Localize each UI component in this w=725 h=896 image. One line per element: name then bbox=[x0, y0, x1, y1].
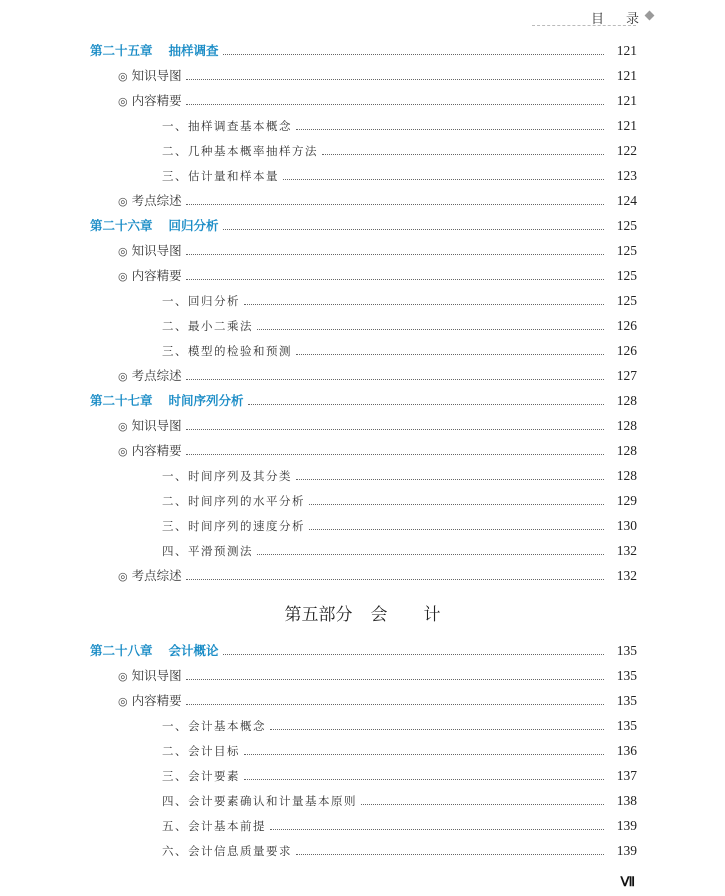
toc-subsection-entry[interactable] bbox=[162, 462, 637, 484]
page-number: 125 bbox=[616, 268, 637, 283]
toc-entry-label bbox=[118, 191, 182, 209]
page-number: 124 bbox=[616, 193, 637, 208]
part-title-char2: 计 bbox=[423, 605, 441, 625]
subsection-title: 二、时间序列的水平分析 bbox=[162, 494, 305, 508]
toc-entry-label bbox=[90, 641, 219, 659]
toc-subsection-entry[interactable] bbox=[162, 787, 637, 809]
subsection-title: 四、会计要素确认和计量基本原则 bbox=[162, 794, 357, 808]
toc-entry-label bbox=[118, 241, 182, 259]
toc-entry-label bbox=[162, 768, 240, 784]
subsection-title: 二、会计目标 bbox=[162, 744, 240, 758]
dot-leader bbox=[309, 529, 604, 530]
page-number: 129 bbox=[616, 493, 637, 508]
page-number: 135 bbox=[616, 643, 637, 658]
toc-entry-label bbox=[162, 118, 292, 134]
bullet-circle-icon: ◎ bbox=[118, 420, 128, 433]
toc-subsection-entry[interactable] bbox=[162, 837, 637, 859]
dot-leader bbox=[296, 354, 604, 355]
dot-leader bbox=[186, 254, 604, 255]
subsection-title: 三、会计要素 bbox=[162, 769, 240, 783]
toc-section-entry[interactable] bbox=[118, 362, 637, 384]
toc-entry-label bbox=[162, 743, 240, 759]
bullet-circle-icon: ◎ bbox=[118, 695, 128, 708]
dot-leader bbox=[244, 304, 604, 305]
subsection-title: 三、估计量和样本量 bbox=[162, 169, 279, 183]
toc-subsection-entry[interactable] bbox=[162, 762, 637, 784]
page-number: 125 bbox=[616, 293, 637, 308]
toc-entry-label bbox=[118, 566, 182, 584]
header-rule bbox=[532, 25, 636, 26]
dot-leader bbox=[186, 704, 604, 705]
toc-entry-label bbox=[162, 318, 253, 334]
dot-leader bbox=[186, 79, 604, 80]
toc-entry-label bbox=[118, 366, 182, 384]
toc-subsection-entry[interactable] bbox=[162, 512, 637, 534]
toc-entry-label bbox=[162, 168, 279, 184]
page-number: 123 bbox=[616, 168, 637, 183]
section-title: 内容精要 bbox=[131, 268, 182, 283]
subsection-title: 一、会计基本概念 bbox=[162, 719, 266, 733]
toc-entry-label bbox=[162, 468, 292, 484]
page-number: 121 bbox=[616, 43, 637, 58]
section-title: 知识导图 bbox=[131, 243, 182, 258]
page-number: 128 bbox=[616, 418, 637, 433]
toc-entry-label bbox=[118, 416, 182, 434]
toc-entry-label bbox=[90, 391, 244, 409]
toc-entry-label bbox=[118, 691, 182, 709]
dot-leader bbox=[186, 379, 604, 380]
toc-entry-label bbox=[90, 41, 219, 59]
toc-entry-label bbox=[90, 216, 219, 234]
section-title: 内容精要 bbox=[131, 93, 182, 108]
subsection-title: 一、抽样调查基本概念 bbox=[162, 119, 292, 133]
page-number: 128 bbox=[616, 443, 637, 458]
toc-section-entry[interactable] bbox=[118, 237, 637, 259]
dot-leader bbox=[322, 154, 604, 155]
chapter-number: 第二十六章 bbox=[90, 218, 153, 233]
dot-leader bbox=[270, 829, 604, 830]
toc-entry-label bbox=[162, 518, 305, 534]
dot-leader bbox=[248, 404, 604, 405]
dot-leader bbox=[296, 479, 604, 480]
bullet-circle-icon: ◎ bbox=[118, 370, 128, 383]
subsection-title: 二、几种基本概率抽样方法 bbox=[162, 144, 318, 158]
dot-leader bbox=[186, 679, 604, 680]
part-title-char1: 会 bbox=[370, 605, 388, 625]
page-number: 125 bbox=[616, 243, 637, 258]
page-number: 127 bbox=[616, 368, 637, 383]
toc-section-entry[interactable] bbox=[118, 262, 637, 284]
dot-leader bbox=[296, 129, 604, 130]
toc-entry-label bbox=[162, 818, 266, 834]
toc-entry-label bbox=[118, 66, 182, 84]
chapter-title: 回归分析 bbox=[168, 218, 219, 233]
part-heading bbox=[0, 600, 725, 625]
toc-subsection-entry[interactable] bbox=[162, 137, 637, 159]
page-number: 128 bbox=[616, 468, 637, 483]
toc-section-entry[interactable] bbox=[118, 62, 637, 84]
bullet-circle-icon: ◎ bbox=[118, 270, 128, 283]
toc-chapter-entry[interactable] bbox=[90, 37, 637, 59]
dot-leader bbox=[186, 279, 604, 280]
page-number: 139 bbox=[616, 818, 637, 833]
toc-section-entry[interactable] bbox=[118, 662, 637, 684]
toc-entry-label bbox=[162, 543, 253, 559]
page-number: 138 bbox=[616, 793, 637, 808]
page-number: 126 bbox=[616, 343, 637, 358]
toc-entry-label bbox=[118, 666, 182, 684]
dot-leader bbox=[270, 729, 604, 730]
chapter-title: 会计概论 bbox=[168, 643, 219, 658]
bullet-circle-icon: ◎ bbox=[118, 570, 128, 583]
toc-section-entry[interactable] bbox=[118, 562, 637, 584]
dot-leader bbox=[223, 229, 604, 230]
bullet-circle-icon: ◎ bbox=[118, 70, 128, 83]
toc-entry-label bbox=[162, 493, 305, 509]
toc-section-entry[interactable] bbox=[118, 437, 637, 459]
page-number: 121 bbox=[616, 68, 637, 83]
page-folio: Ⅶ bbox=[620, 874, 635, 889]
subsection-title: 三、模型的检验和预测 bbox=[162, 344, 292, 358]
toc-subsection-entry[interactable] bbox=[162, 312, 637, 334]
section-title: 内容精要 bbox=[131, 443, 182, 458]
dot-leader bbox=[257, 329, 604, 330]
dot-leader bbox=[283, 179, 604, 180]
toc-chapter-entry[interactable] bbox=[90, 637, 637, 659]
page-number: 132 bbox=[616, 543, 637, 558]
section-title: 考点综述 bbox=[131, 368, 182, 383]
bullet-circle-icon: ◎ bbox=[118, 670, 128, 683]
dot-leader bbox=[257, 554, 604, 555]
page-number: 137 bbox=[616, 768, 637, 783]
dot-leader bbox=[186, 579, 604, 580]
chapter-number: 第二十五章 bbox=[90, 43, 153, 58]
toc-entry-label bbox=[162, 843, 292, 859]
dot-leader bbox=[296, 854, 604, 855]
page-number: 130 bbox=[616, 518, 637, 533]
toc-subsection-entry[interactable] bbox=[162, 112, 637, 134]
subsection-title: 五、会计基本前提 bbox=[162, 819, 266, 833]
toc-subsection-entry[interactable] bbox=[162, 812, 637, 834]
toc-section-entry[interactable] bbox=[118, 412, 637, 434]
toc-subsection-entry[interactable] bbox=[162, 162, 637, 184]
toc-entry-label bbox=[118, 91, 182, 109]
toc-subsection-entry[interactable] bbox=[162, 737, 637, 759]
dot-leader bbox=[309, 504, 604, 505]
toc-entry-label bbox=[162, 718, 266, 734]
page-number: 135 bbox=[616, 668, 637, 683]
dot-leader bbox=[186, 204, 604, 205]
chapter-title: 时间序列分析 bbox=[168, 393, 244, 408]
subsection-title: 三、时间序列的速度分析 bbox=[162, 519, 305, 533]
toc-chapter-entry[interactable] bbox=[90, 387, 637, 409]
subsection-title: 六、会计信息质量要求 bbox=[162, 844, 292, 858]
toc-entry-label bbox=[118, 441, 182, 459]
toc-subsection-entry[interactable] bbox=[162, 712, 637, 734]
bullet-circle-icon: ◎ bbox=[118, 245, 128, 258]
section-title: 知识导图 bbox=[131, 668, 182, 683]
page-number: 135 bbox=[616, 693, 637, 708]
section-title: 考点综述 bbox=[131, 568, 182, 583]
diamond-icon bbox=[645, 11, 655, 21]
section-title: 知识导图 bbox=[131, 68, 182, 83]
page-number: 128 bbox=[616, 393, 637, 408]
page-number: 135 bbox=[616, 718, 637, 733]
subsection-title: 一、回归分析 bbox=[162, 294, 240, 308]
subsection-title: 一、时间序列及其分类 bbox=[162, 469, 292, 483]
bullet-circle-icon: ◎ bbox=[118, 445, 128, 458]
toc-section-entry[interactable] bbox=[118, 187, 637, 209]
dot-leader bbox=[186, 429, 604, 430]
toc-subsection-entry[interactable] bbox=[162, 287, 637, 309]
dot-leader bbox=[186, 104, 604, 105]
header-title-char1: 目 bbox=[590, 12, 604, 27]
chapter-number: 第二十八章 bbox=[90, 643, 153, 658]
dot-leader bbox=[244, 779, 604, 780]
section-title: 内容精要 bbox=[131, 693, 182, 708]
dot-leader bbox=[361, 804, 604, 805]
toc-entry-label bbox=[162, 143, 318, 159]
toc-entry-label bbox=[162, 793, 357, 809]
toc-subsection-entry[interactable] bbox=[162, 337, 637, 359]
toc-entry-label bbox=[162, 293, 240, 309]
header-title-char2: 录 bbox=[625, 12, 639, 27]
toc-subsection-entry[interactable] bbox=[162, 487, 637, 509]
toc-entry-label bbox=[118, 266, 182, 284]
page-number: 126 bbox=[616, 318, 637, 333]
page-number: 125 bbox=[616, 218, 637, 233]
dot-leader bbox=[223, 54, 604, 55]
chapter-number: 第二十七章 bbox=[90, 393, 153, 408]
page-number: 121 bbox=[616, 93, 637, 108]
dot-leader bbox=[244, 754, 604, 755]
toc-section-entry[interactable] bbox=[118, 87, 637, 109]
section-title: 知识导图 bbox=[131, 418, 182, 433]
part-number: 第五部分 bbox=[284, 605, 353, 625]
toc-section-entry[interactable] bbox=[118, 687, 637, 709]
page-number: 121 bbox=[616, 118, 637, 133]
toc-entry-label bbox=[162, 343, 292, 359]
page-number: 136 bbox=[616, 743, 637, 758]
chapter-title: 抽样调查 bbox=[168, 43, 219, 58]
page-number: 122 bbox=[616, 143, 637, 158]
subsection-title: 二、最小二乘法 bbox=[162, 319, 253, 333]
subsection-title: 四、平滑预测法 bbox=[162, 544, 253, 558]
dot-leader bbox=[223, 654, 604, 655]
page-number: 132 bbox=[616, 568, 637, 583]
dot-leader bbox=[186, 454, 604, 455]
page-number: 139 bbox=[616, 843, 637, 858]
bullet-circle-icon: ◎ bbox=[118, 95, 128, 108]
toc-subsection-entry[interactable] bbox=[162, 537, 637, 559]
bullet-circle-icon: ◎ bbox=[118, 195, 128, 208]
section-title: 考点综述 bbox=[131, 193, 182, 208]
toc-chapter-entry[interactable] bbox=[90, 212, 637, 234]
